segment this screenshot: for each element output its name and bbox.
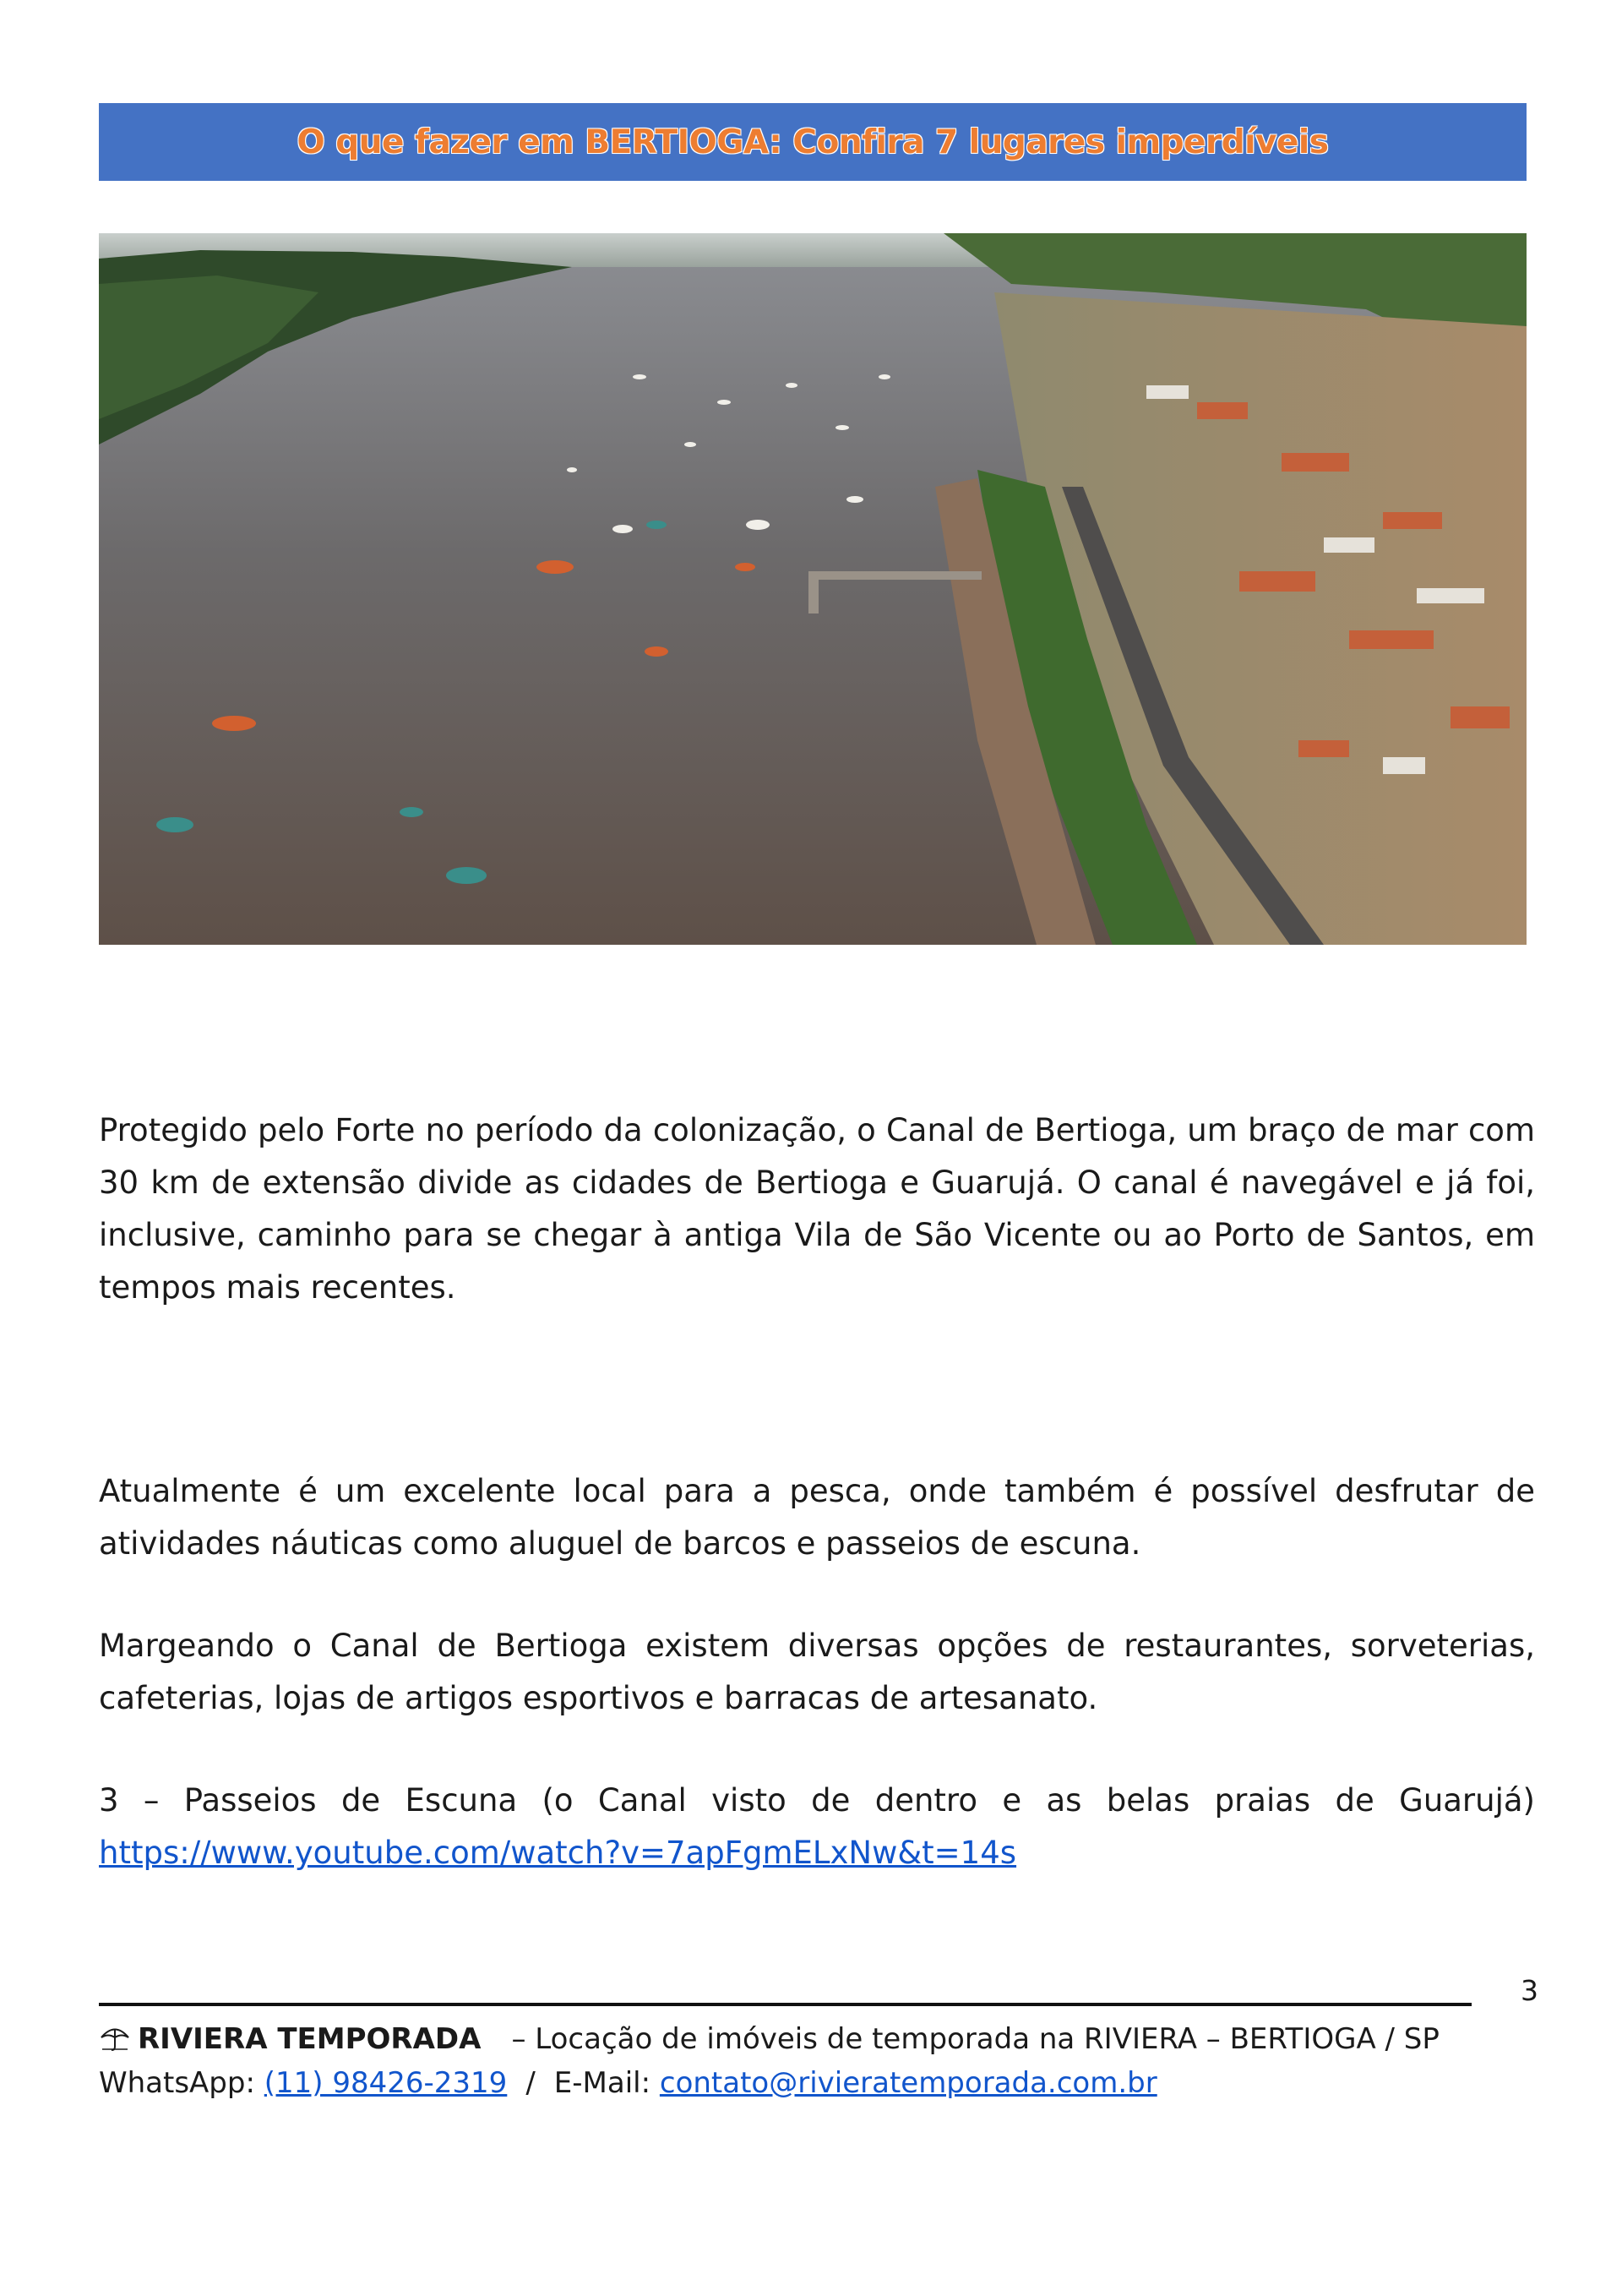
brand-name: RIVIERA TEMPORADA <box>138 2022 482 2056</box>
youtube-link[interactable]: https://www.youtube.com/watch?v=7apFgmELxNw&t=14s <box>99 1835 1017 1871</box>
beach-umbrella-icon <box>99 2023 131 2052</box>
page-number: 3 <box>1521 1974 1538 2007</box>
whatsapp-link[interactable]: (11) 98426-2319 <box>264 2066 508 2100</box>
paragraph-schooner-tours <box>99 1775 1535 1879</box>
footer-brand-line <box>99 2018 1440 2060</box>
page-title: O que fazer em BERTIOGA: Confira 7 lugares imperdíveis <box>297 123 1329 161</box>
email-link[interactable]: contato@rivieratemporada.com.br <box>659 2066 1157 2100</box>
title-banner <box>99 103 1527 181</box>
email-label: E-Mail: <box>553 2066 651 2100</box>
schooner-tours-text: 3 – Passeios de Escuna (o Canal visto de dentro e as belas praias de Guarujá) <box>99 1782 1535 1819</box>
whatsapp-label: WhatsApp: <box>99 2066 255 2100</box>
aerial-photo-bertioga-canal <box>99 233 1527 945</box>
footer-contact-line <box>99 2062 1157 2104</box>
footer-tagline: – Locação de imóveis de temporada na RIVIERA – BERTIOGA / SP <box>511 2022 1440 2056</box>
paragraph-activities: Atualmente é um excelente local para a pesca, onde também é possível desfrutar de atividades náuticas como aluguel de barcos e passeios de escuna. <box>99 1473 1535 1562</box>
paragraph-shops: Margeando o Canal de Bertioga existem diversas opções de restaurantes, sorveterias, cafeterias, lojas de artigos esportivos e barracas de artesanato. <box>99 1628 1535 1716</box>
footer-divider <box>99 2003 1472 2006</box>
paragraph-canal-history: Protegido pelo Forte no período da colonização, o Canal de Bertioga, um braço de mar com 30 km de extensão divide as cidades de Bertioga e Guarujá. O canal é navegável e já foi, inclusive, caminho para se chegar à antiga Vila de São Vicente ou ao Porto de Santos, em tempos mais recentes. <box>99 1112 1535 1306</box>
contact-separator: / <box>525 2066 536 2100</box>
